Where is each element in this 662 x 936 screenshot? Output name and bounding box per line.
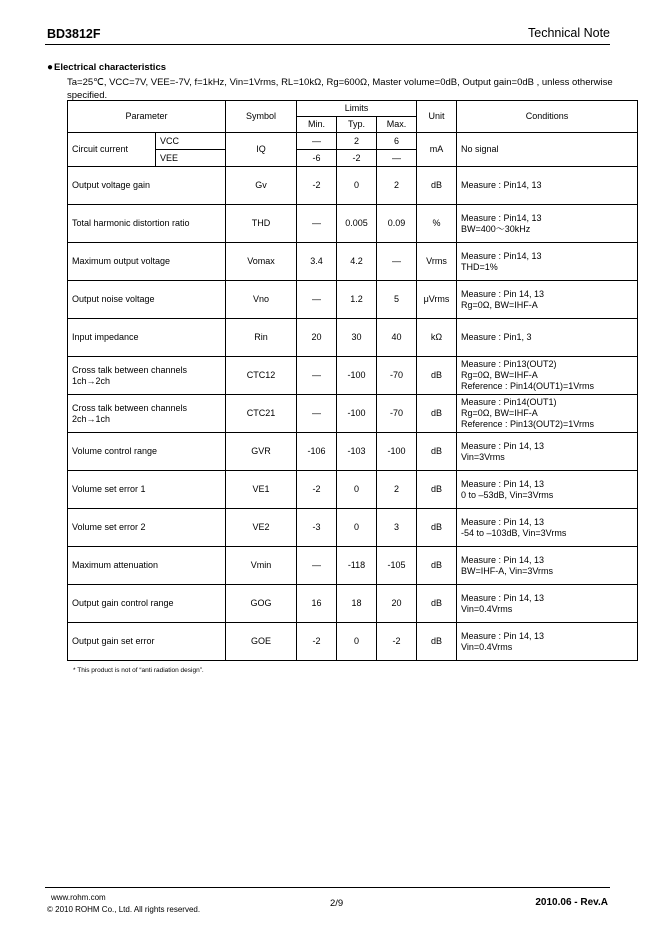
min-cell: — [297,395,337,433]
max-cell: 5 [377,281,417,319]
vcc-min: — [297,133,337,150]
max-cell: 2 [377,471,417,509]
condition-line: Rg=0Ω, BW=IHF-A [461,299,538,310]
conditions-cell [457,623,638,661]
typ-cell: 30 [337,319,377,357]
min-cell: 16 [297,585,337,623]
table-row [68,281,638,319]
min-cell: — [297,205,337,243]
footer-divider [45,887,610,888]
header-parameter: Parameter [68,101,226,133]
conditions-cell [457,547,638,585]
vcc-max: 6 [377,133,417,150]
parameter-cell [68,585,226,623]
min-cell: -3 [297,509,337,547]
header-symbol: Symbol [226,101,297,133]
header-conditions: Conditions [457,101,638,133]
min-cell: -106 [297,433,337,471]
max-cell: 0.09 [377,205,417,243]
unit-cell: dB [417,433,457,471]
unit-cell: Vrms [417,243,457,281]
part-number: BD3812F [47,27,101,41]
typ-cell: 0 [337,509,377,547]
min-cell: — [297,281,337,319]
max-cell: -70 [377,357,417,395]
conditions-cell [457,471,638,509]
min-cell: 20 [297,319,337,357]
conditions-cell [457,281,638,319]
typ-cell: -100 [337,357,377,395]
bullet-icon: ● [47,62,54,73]
table-row [68,433,638,471]
unit-cell: dB [417,547,457,585]
parameter-cell [68,623,226,661]
max-cell: 2 [377,167,417,205]
condition-line: Measure : Pin 14, 13 [461,630,545,641]
section-title [47,62,166,73]
min-cell: 3.4 [297,243,337,281]
condition-line: Measure : Pin 14, 13 [461,592,545,603]
condition-line: Rg=0Ω, BW=IHF-A [461,408,538,418]
max-cell: -100 [377,433,417,471]
conditions-cell [457,319,638,357]
table-row [68,395,638,433]
circuit-current-conditions: No signal [457,133,638,167]
condition-line: Reference : Pin13(OUT2)=1Vrms [461,419,594,429]
symbol-cell: VE1 [226,471,297,509]
table-row [68,243,638,281]
parameter-line: Volume control range [72,446,158,456]
symbol-cell: CTC21 [226,395,297,433]
parameter-line: Output noise voltage [72,294,155,304]
symbol-cell: GOE [226,623,297,661]
footnote: * This product is not of “anti radiation design”. [73,667,204,674]
vcc-typ: 2 [337,133,377,150]
table-row [68,167,638,205]
parameter-line: Output voltage gain [72,180,151,190]
header-typ: Typ. [337,117,377,133]
condition-line: 0 to –53dB, Vin=3Vrms [461,489,554,500]
condition-line: Measure : Pin14, 13 [461,180,542,190]
condition-line: Measure : Pin13(OUT2) [461,359,557,369]
conditions-cell [457,357,638,395]
condition-line: Measure : Pin 14, 13 [461,554,545,565]
conditions-cell [457,395,638,433]
condition-line: Measure : Pin14(OUT1) [461,397,557,407]
condition-line: Vin=0.4Vrms [461,603,513,614]
parameter-cell [68,243,226,281]
table-row [68,547,638,585]
table-row [68,319,638,357]
vee-max: — [377,150,417,167]
symbol-cell: VE2 [226,509,297,547]
parameter-line: Output gain control range [72,598,174,608]
header-max: Max. [377,117,417,133]
max-cell: 40 [377,319,417,357]
parameter-cell [68,395,226,433]
parameter-cell [68,319,226,357]
electrical-characteristics-table [67,100,638,661]
max-cell: 3 [377,509,417,547]
typ-cell: 4.2 [337,243,377,281]
parameter-cell [68,167,226,205]
parameter-line: Maximum output voltage [72,256,171,266]
unit-cell: dB [417,357,457,395]
condition-line: Vin=3Vrms [461,451,505,462]
parameter-cell [68,547,226,585]
section-title-text: Electrical characteristics [54,62,167,73]
unit-cell: dB [417,395,457,433]
parameter-cell [68,357,226,395]
condition-line: Measure : Pin 14, 13 [461,478,545,489]
unit-cell: dB [417,585,457,623]
table-row [68,205,638,243]
vee-min: -6 [297,150,337,167]
symbol-cell: Vmin [226,547,297,585]
revision: 2010.06 - Rev.A [535,897,608,908]
max-cell: -105 [377,547,417,585]
parameter-line: Volume set error 2 [72,522,146,532]
header-unit: Unit [417,101,457,133]
typ-cell: 18 [337,585,377,623]
symbol-cell: Vno [226,281,297,319]
typ-cell: 0 [337,167,377,205]
vee-typ: -2 [337,150,377,167]
header-limits: Limits [297,101,417,117]
circuit-current-param: Circuit current [68,133,156,167]
parameter-cell [68,281,226,319]
parameter-line: 2ch→1ch [72,413,111,424]
condition-line: Vin=0.4Vrms [461,641,513,652]
table-row [68,623,638,661]
vee-label: VEE [156,150,226,167]
conditions-cell [457,167,638,205]
typ-cell: 0 [337,623,377,661]
symbol-cell: GVR [226,433,297,471]
max-cell: -2 [377,623,417,661]
conditions-cell [457,509,638,547]
unit-cell: kΩ [417,319,457,357]
min-cell: -2 [297,167,337,205]
table-row [68,585,638,623]
parameter-line: Maximum attenuation [72,560,159,570]
symbol-cell: Gv [226,167,297,205]
document-type: Technical Note [528,26,610,40]
unit-cell: dB [417,471,457,509]
condition-line: Measure : Pin14, 13 [461,250,542,261]
table-row [68,357,638,395]
symbol-cell: CTC12 [226,357,297,395]
header-divider [45,44,610,45]
symbol-cell: GOG [226,585,297,623]
symbol-cell: Rin [226,319,297,357]
parameter-line: Cross talk between channels [72,402,188,413]
footer-url: www.rohm.com [51,893,106,902]
typ-cell: -103 [337,433,377,471]
min-cell: -2 [297,471,337,509]
typ-cell: -100 [337,395,377,433]
condition-line: -54 to –103dB, Vin=3Vrms [461,527,567,538]
unit-cell: dB [417,623,457,661]
condition-line: THD=1% [461,261,498,272]
typ-cell: 0.005 [337,205,377,243]
symbol-cell: Vomax [226,243,297,281]
conditions-cell [457,585,638,623]
conditions-cell [457,243,638,281]
max-cell: 20 [377,585,417,623]
parameter-line: Volume set error 1 [72,484,146,494]
parameter-line: Total harmonic distortion ratio [72,218,190,228]
conditions-cell [457,205,638,243]
condition-line: Reference : Pin14(OUT1)=1Vrms [461,381,594,391]
parameter-line: Input impedance [72,332,139,342]
parameter-line: Cross talk between channels [72,364,188,375]
parameter-cell [68,509,226,547]
parameter-cell [68,205,226,243]
condition-line: BW=IHF-A, Vin=3Vrms [461,565,554,576]
conditions-cell [457,433,638,471]
parameter-line: Output gain set error [72,636,155,646]
max-cell: -70 [377,395,417,433]
condition-line: BW=400～30kHz [461,223,531,234]
parameter-cell [68,433,226,471]
max-cell: — [377,243,417,281]
parameter-line: 1ch→2ch [72,375,111,386]
parameter-cell [68,471,226,509]
typ-cell: -118 [337,547,377,585]
condition-line: Rg=0Ω, BW=IHF-A [461,370,538,380]
condition-line: Measure : Pin1, 3 [461,332,532,342]
test-conditions: Ta=25℃, VCC=7V, VEE=-7V, f=1kHz, Vin=1Vrms, RL=10kΩ, Rg=600Ω, Master volume=0dB, Output gain=0dB , unless otherwise specified. [67,77,613,101]
typ-cell: 1.2 [337,281,377,319]
condition-line: Measure : Pin 14, 13 [461,440,545,451]
table-row [68,471,638,509]
unit-cell: dB [417,167,457,205]
header-min: Min. [297,117,337,133]
condition-line: Measure : Pin14, 13 [461,212,542,223]
condition-line: Measure : Pin 14, 13 [461,288,545,299]
circuit-current-symbol: IQ [226,133,297,167]
symbol-cell: THD [226,205,297,243]
unit-cell: % [417,205,457,243]
table-row [68,509,638,547]
footer-copyright: © 2010 ROHM Co., Ltd. All rights reserved. [47,905,201,914]
typ-cell: 0 [337,471,377,509]
min-cell: — [297,357,337,395]
min-cell: -2 [297,623,337,661]
unit-cell: dB [417,509,457,547]
unit-cell: μVrms [417,281,457,319]
condition-line: Measure : Pin 14, 13 [461,516,545,527]
vcc-label: VCC [156,133,226,150]
circuit-current-unit: mA [417,133,457,167]
page-number: 2/9 [330,898,344,909]
min-cell: — [297,547,337,585]
